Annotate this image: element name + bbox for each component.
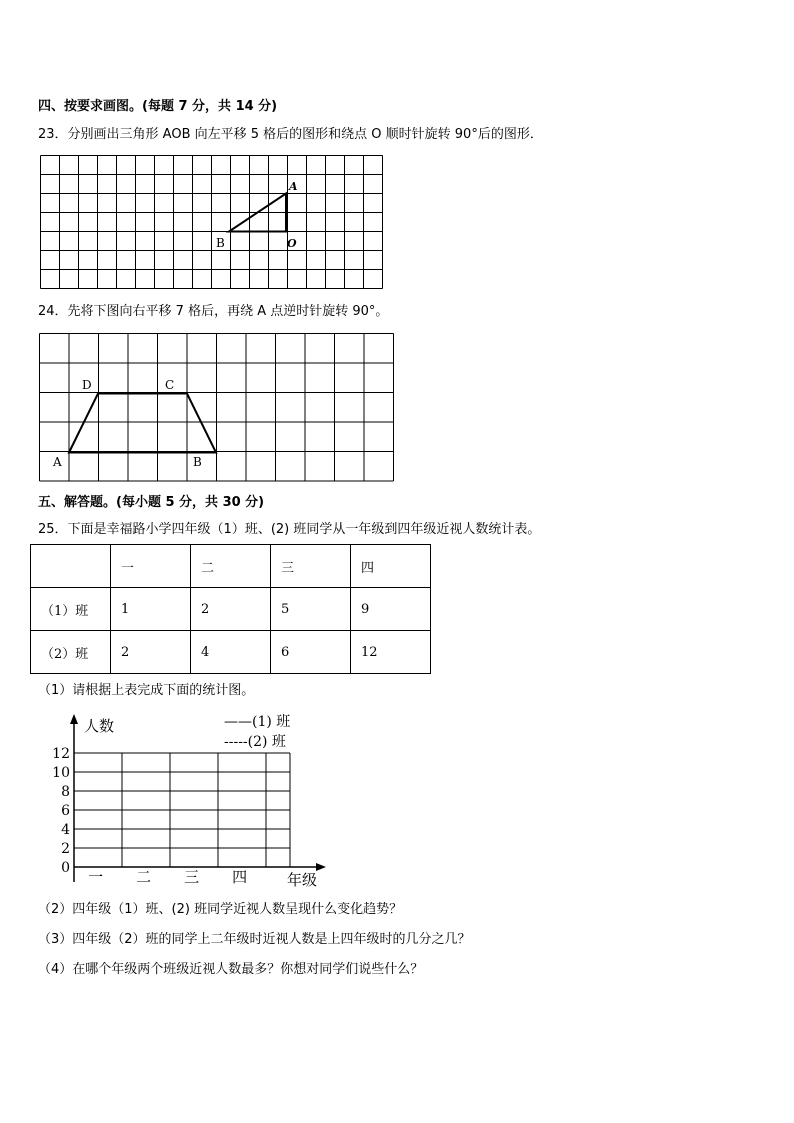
section5-title: 五、解答题。(每小题 5 分，共 30 分) — [38, 495, 265, 510]
table-cell: （1）班 — [31, 588, 111, 631]
table-cell — [31, 545, 111, 588]
table-cell: 一 — [111, 545, 191, 588]
legend-class-2: -----(2) 班 — [224, 734, 286, 750]
sub-question-4: （4）在哪个年级两个班级近视人数最多？你想对同学们说些什么？ — [38, 962, 424, 977]
label-b: B — [216, 236, 225, 250]
y-tick-label: 2 — [61, 841, 70, 857]
table-cell: 2 — [191, 588, 271, 631]
table-header-row — [31, 545, 431, 588]
x-tick-label: 二 — [136, 868, 152, 886]
sub-question-1: （1）请根据上表完成下面的统计图。 — [38, 683, 255, 698]
sub-question-3: （3）四年级（2）班的同学上二年级时近视人数是上四年级时的几分之几？ — [38, 932, 471, 947]
trapezoid-abcd — [69, 394, 216, 453]
label-a: A — [289, 180, 298, 193]
table-cell: 三 — [271, 545, 351, 588]
x-axis-label: 年级 — [287, 871, 318, 889]
question-25: 25．下面是幸福路小学四年级（1）班、(2) 班同学从一年级到四年级近视人数统计表。 — [38, 522, 541, 537]
x-tick-label: 一 — [88, 868, 104, 886]
table-cell: 2 — [111, 631, 191, 674]
table-cell: 5 — [271, 588, 351, 631]
y-tick-label: 0 — [61, 860, 70, 876]
legend-class-1: ——(1) 班 — [224, 714, 291, 730]
section4-title: 四、按要求画图。(每题 7 分，共 14 分) — [38, 99, 278, 114]
question-23: 23．分别画出三角形 AOB 向左平移 5 格后的图形和绕点 O 顺时针旋转 90°后的图形． — [38, 127, 543, 142]
table-row — [31, 631, 431, 674]
table-cell: 12 — [351, 631, 431, 674]
question-24: 24．先将下图向右平移 7 格后，再绕 A 点逆时针旋转 90°。 — [38, 304, 389, 319]
y-axis-label: 人数 — [84, 717, 115, 735]
x-tick-label: 三 — [184, 868, 200, 886]
table-cell: 4 — [191, 631, 271, 674]
stats-table — [30, 544, 431, 674]
x-axis-arrow — [316, 863, 326, 871]
label-c: C — [165, 378, 175, 392]
table-cell: 四 — [351, 545, 431, 588]
label-b: B — [193, 455, 202, 469]
label-d: D — [82, 378, 92, 392]
table-cell: 6 — [271, 631, 351, 674]
y-tick-label: 12 — [52, 746, 70, 762]
y-tick-label: 10 — [52, 765, 70, 781]
table-row — [31, 588, 431, 631]
x-tick-label: 四 — [232, 868, 248, 886]
line-chart — [50, 712, 340, 892]
sub-question-2: （2）四年级（1）班、(2) 班同学近视人数呈现什么变化趋势？ — [38, 902, 403, 917]
table-cell: 9 — [351, 588, 431, 631]
y-axis-arrow — [70, 714, 78, 724]
y-tick-label: 4 — [61, 822, 70, 838]
table-cell: 1 — [111, 588, 191, 631]
table-cell: （2）班 — [31, 631, 111, 674]
grid-q24 — [39, 332, 395, 484]
y-tick-label: 8 — [61, 784, 70, 800]
grid-q23 — [40, 155, 385, 290]
y-tick-label: 6 — [61, 803, 70, 819]
label-o: O — [287, 237, 297, 250]
label-a: A — [53, 455, 62, 469]
table-cell: 二 — [191, 545, 271, 588]
